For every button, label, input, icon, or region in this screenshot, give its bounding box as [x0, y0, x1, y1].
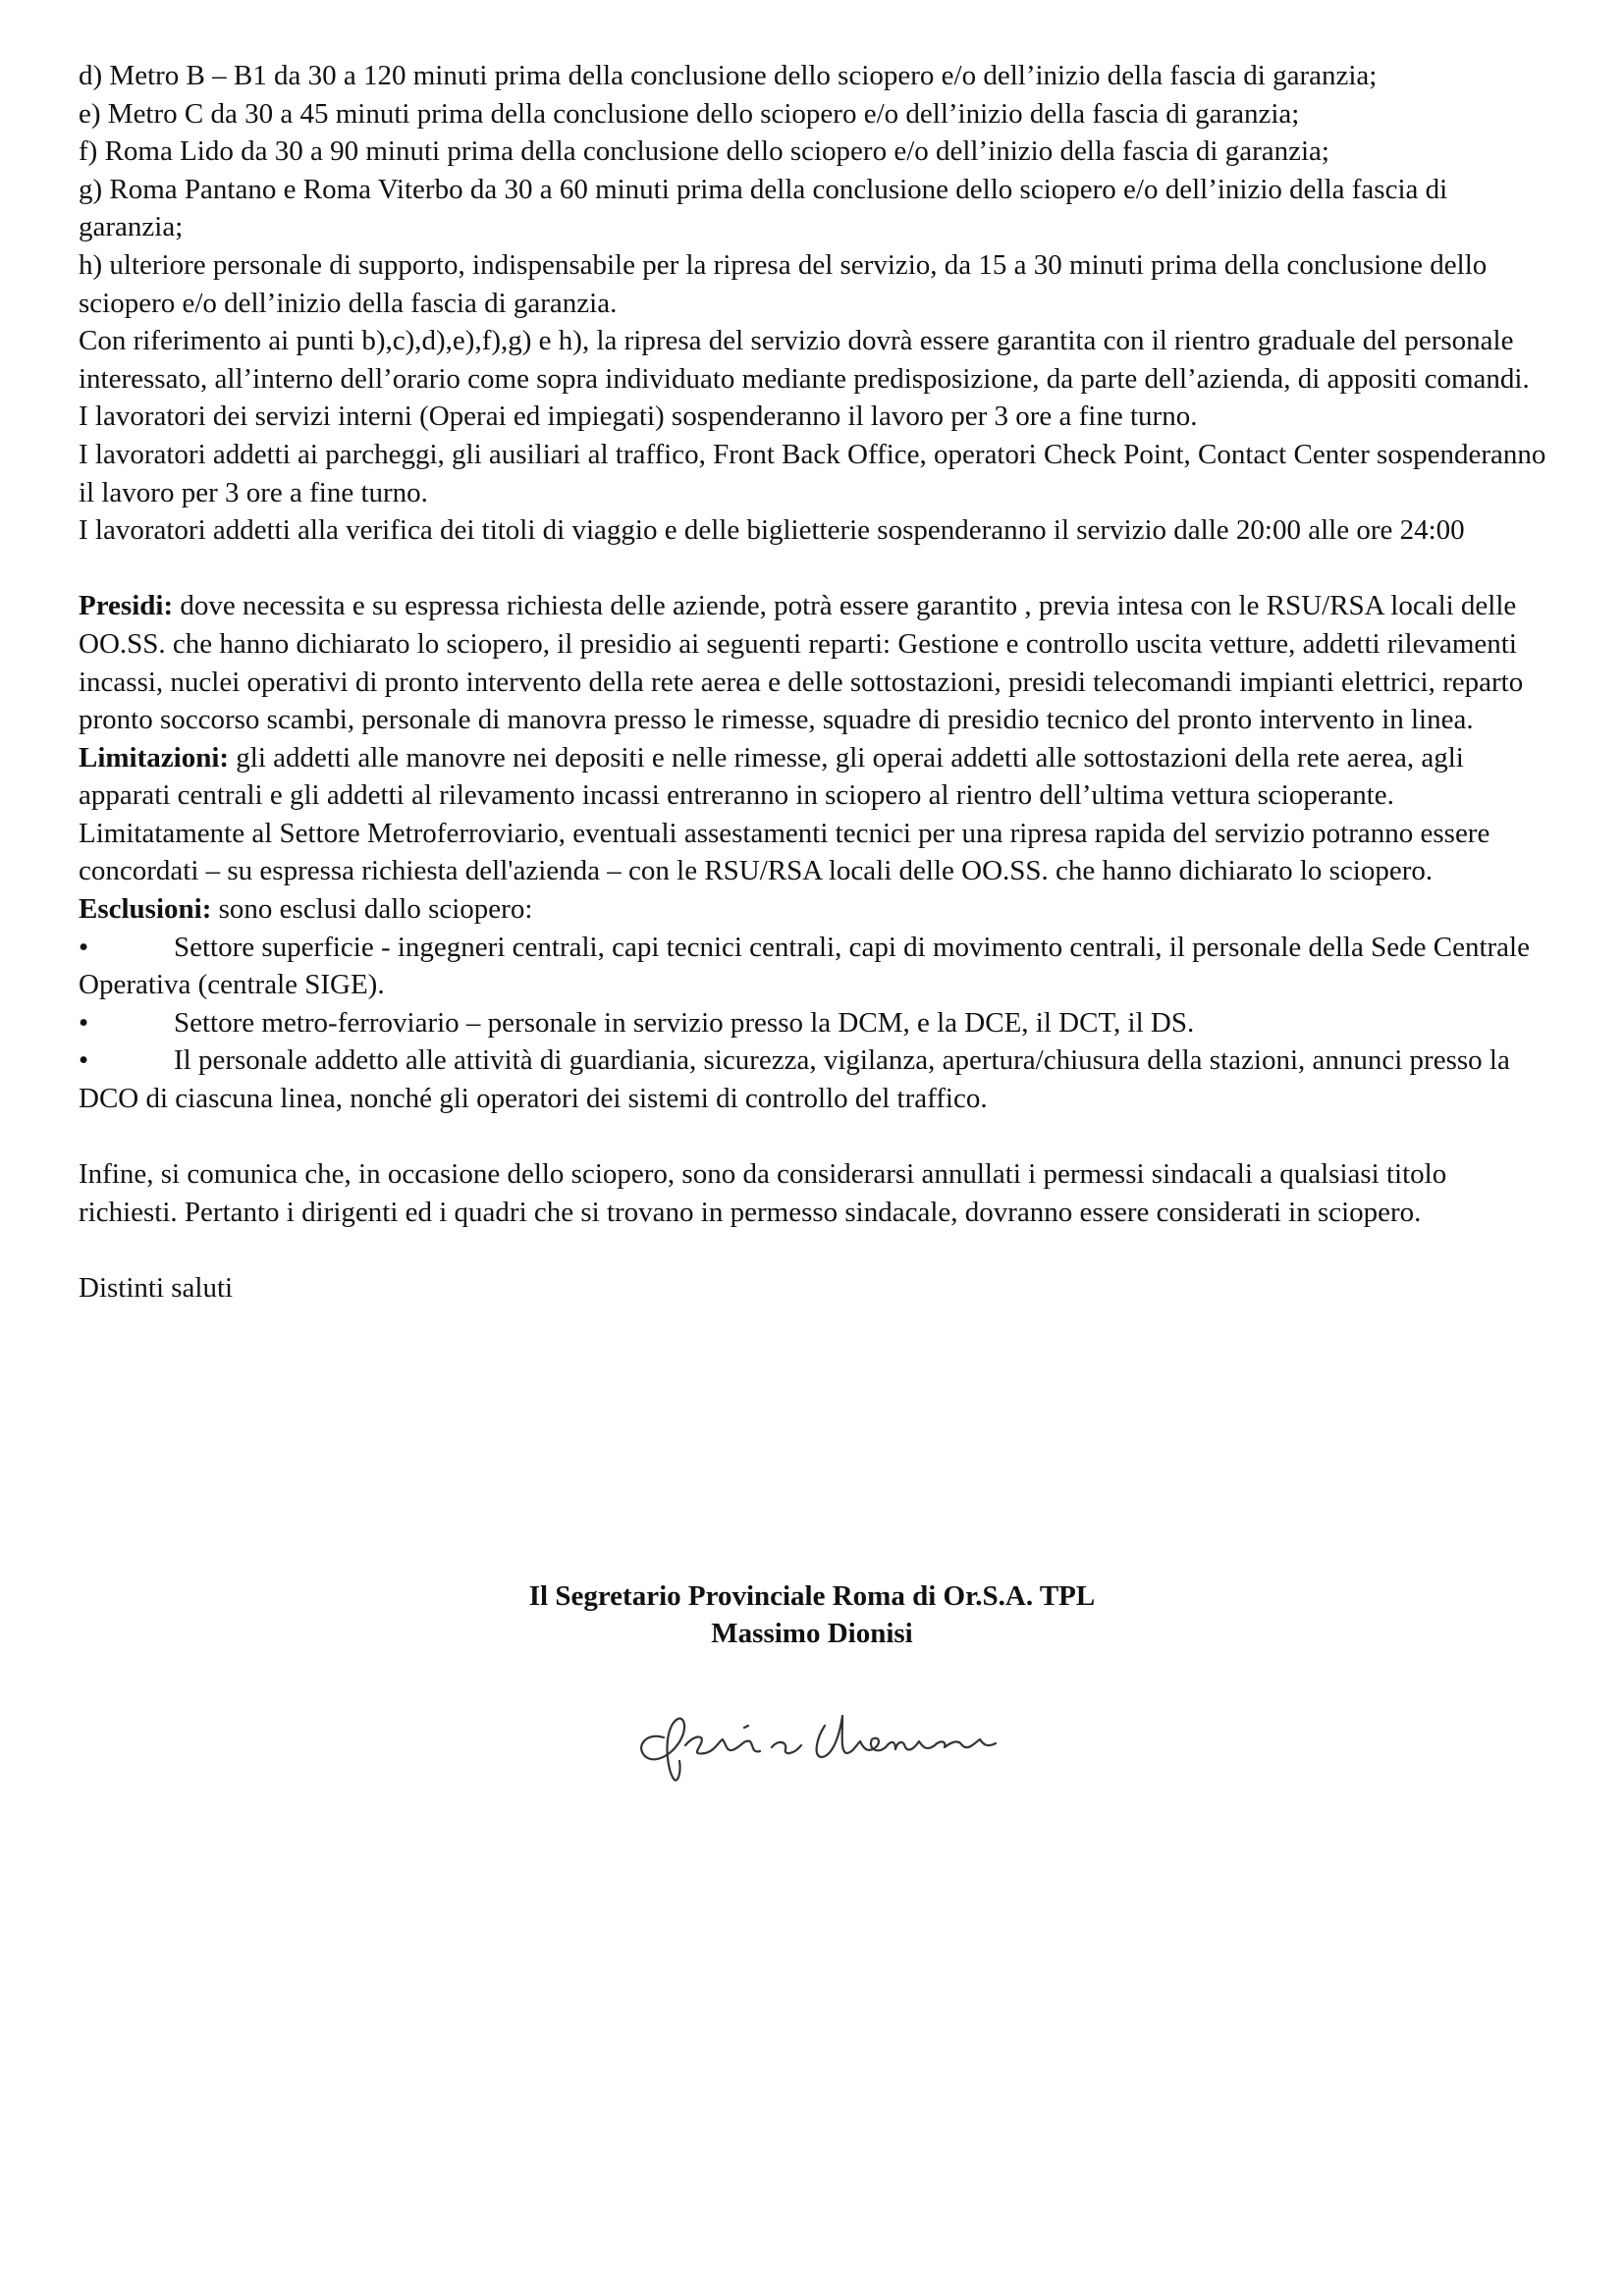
limitazioni-text: gli addetti alle manovre nei depositi e nelle rimesse, gli operai addetti alle sottostazioni della rete aerea, agli apparati centrali e gli addetti al rilevamento incassi entreranno in sciopero al rientro dell’ultima vettura scioperante. Limitatamente al Settore Metroferroviario, eventuali assestamenti tecnici per una ripresa rapida del servizio potranno essere concordati – su espressa richiesta dell'azienda – con le RSU/RSA locali delle OO.SS. che hanno dichiarato lo sciopero. — [79, 741, 1490, 887]
ticket-verification-paragraph: I lavoratori addetti alla verifica dei titoli di viaggio e delle biglietterie sospenderanno il servizio dalle 20:00 alle ore 24:00 — [79, 514, 1465, 547]
closing-paragraph: Infine, si comunica che, in occasione dello sciopero, sono da considerarsi annullati i permessi sindacali a qualsiasi titolo richiesti. Pertanto i dirigenti ed i quadri che si trovano in permesso sindacale, dovranno essere considerati in sciopero. — [79, 1158, 1447, 1228]
handwritten-signature — [624, 1686, 1047, 1794]
item-d: d) Metro B – B1 da 30 a 120 minuti prima della conclusione dello sciopero e/o dell’inizio della fascia di garanzia; — [79, 60, 1378, 91]
parking-workers-paragraph: I lavoratori addetti ai parcheggi, gli ausiliari al traffico, Front Back Office, operatori Check Point, Contact Center sospenderanno il lavoro per 3 ore a fine turno. — [79, 438, 1546, 508]
resumption-paragraph: Con riferimento ai punti b),c),d),e),f),g) e h), la ripresa del servizio dovrà essere garantita con il rientro graduale del personale interessato, all’interno dell’orario come sopra individuato mediante predisposizione, da parte dell’azienda, di appositi comandi. — [79, 325, 1530, 395]
esclusioni-text: sono esclusi dallo sciopero: — [211, 893, 533, 926]
presidi-label: Presidi: — [79, 590, 174, 622]
bullet-icon: • — [79, 1044, 89, 1077]
bullet-icon: • — [79, 1006, 89, 1039]
list-item — [79, 1004, 1551, 1042]
esclusioni-paragraph — [79, 890, 1551, 929]
list-item — [79, 929, 1551, 1004]
salutation: Distinti saluti — [79, 1272, 234, 1304]
bullet-icon: • — [79, 931, 89, 963]
spacer — [79, 1231, 1551, 1269]
list-item — [79, 1041, 1551, 1117]
esclusioni-label: Esclusioni: — [79, 893, 212, 926]
list-item-text: Il personale addetto alle attività di guardiania, sicurezza, vigilanza, apertura/chiusura della stazioni, annunci presso la DCO di ciascuna linea, nonché gli operatori dei sistemi di controllo del traffico. — [79, 1044, 1510, 1115]
item-g: g) Roma Pantano e Roma Viterbo da 30 a 60 minuti prima della conclusione dello sciopero e/o dell’inizio della fascia di garanzia; — [79, 173, 1448, 243]
list-item-text: Settore superficie - ingegneri centrali, capi tecnici centrali, capi di movimento centrali, il personale della Sede Centrale Operativa (centrale SIGE). — [79, 931, 1530, 1001]
presidi-paragraph — [79, 587, 1551, 738]
presidi-text: dove necessita e su espressa richiesta delle aziende, potrà essere garantito , previa intesa con le RSU/RSA locali delle OO.SS. che hanno dichiarato lo sciopero, il presidio ai seguenti reparti: Gestione e controllo uscita vetture, addetti rilevamenti incassi, nuclei operativi di pronto intervento della rete aerea e delle sottostazioni, presidi telecomandi impianti elettrici, reparto pronto soccorso scambi, personale di manovra presso le rimesse, squadre di presidio tecnico del pronto intervento in linea. — [79, 590, 1524, 736]
internal-services-paragraph: I lavoratori dei servizi interni (Operai ed impiegati) sospenderanno il lavoro per 3 ore a fine turno. — [79, 400, 1198, 433]
signatory-name: Massimo Dionisi — [711, 1618, 913, 1649]
item-h: h) ulteriore personale di supporto, indispensabile per la ripresa del servizio, da 15 a 30 minuti prima della conclusione dello sciopero e/o dell’inizio della fascia di garanzia. — [79, 248, 1488, 319]
limitazioni-label: Limitazioni: — [79, 741, 230, 774]
spacer — [79, 1118, 1551, 1156]
limitazioni-paragraph — [79, 739, 1551, 890]
list-item-text: Settore metro-ferroviario – personale in servizio presso la DCM, e la DCE, il DCT, il DS. — [174, 1006, 1195, 1039]
document-body — [79, 57, 1551, 1308]
item-e: e) Metro C da 30 a 45 minuti prima della conclusione dello sciopero e/o dell’inizio della fascia di garanzia; — [79, 97, 1300, 130]
spacer — [79, 550, 1551, 588]
item-f: f) Roma Lido da 30 a 90 minuti prima della conclusione dello sciopero e/o dell’inizio della fascia di garanzia; — [79, 135, 1329, 168]
signatory-title: Il Segretario Provinciale Roma di Or.S.A. TPL — [528, 1580, 1096, 1612]
